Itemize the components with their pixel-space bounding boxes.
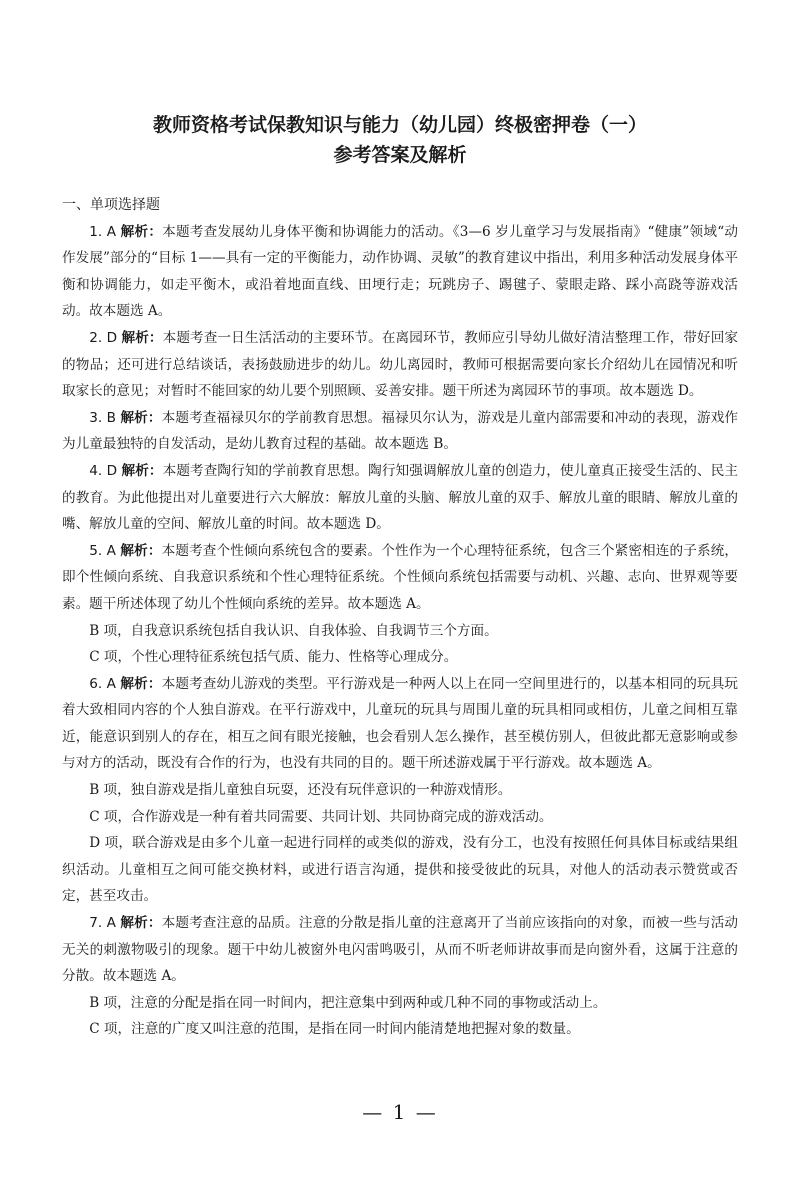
analysis-text: 本题考查注意的品质。注意的分散是指儿童的注意离开了当前应该指向的对象，而被一些与活动无关的刺激物吸引的现象。题干中幼儿被窗外电闪雷鸣吸引，从而不听老师讲故事而是向窗外看，这属于注意的分散。故本题选 A。 xyxy=(62,915,739,985)
question-number: 6. xyxy=(89,675,103,692)
answer-2 xyxy=(62,325,738,405)
answer-choice: A xyxy=(106,223,117,240)
question-number: 1. xyxy=(89,223,103,240)
option-note: D 项，联合游戏是由多个儿童一起进行同样的或类似的游戏，没有分工，也没有按照任何具体目标或结果组织活动。儿童相互之间可能交换材料，或进行语言沟通，提供和接受彼此的玩具，对他人的活动表示赞赏或否定，甚至攻击。 xyxy=(62,835,738,905)
option-note: C 项，注意的广度又叫注意的范围，是指在同一时间内能清楚地把握对象的数量。 xyxy=(89,1021,580,1038)
analysis-label: 解析： xyxy=(120,542,162,559)
answer-4 xyxy=(62,458,738,538)
analysis-text: 本题考查福禄贝尔的学前教育思想。福禄贝尔认为，游戏是儿童内部需要和冲动的表现，游戏作为儿童最独特的自发活动，是幼儿教育过程的基础。故本题选 B。 xyxy=(62,409,739,453)
title-block xyxy=(0,110,800,170)
question-number: 2. xyxy=(89,329,103,346)
analysis-text: 本题考查一日生活活动的主要环节。在离园环节，教师应引导幼儿做好清洁整理工作，带好回家的物品；还可进行总结谈话，表扬鼓励进步的幼儿。幼儿离园时，教师可根据需要向家长介绍幼儿在园情况和听取家长的意见；对暂时不能回家的幼儿要个别照顾、妥善安排。题干所述为离园环节的事项。故本题选 D。 xyxy=(62,329,739,400)
answer-5 xyxy=(62,538,738,618)
answer-choice: B xyxy=(106,409,116,426)
analysis-text: 本题考查幼儿游戏的类型。平行游戏是一种两人以上在同一空间里进行的，以基本相同的玩具玩着大致相同内容的个人独自游戏。在平行游戏中，儿童玩的玩具与周围儿童的玩具相同或相仿，儿童之间相互靠近，能意识到别人的存在，相互之间有眼光接触，也会看别人怎么操作，甚至模仿别人，但彼此都无意影响或参与对方的活动，既没有合作的行为，也没有共同的目的。题干所述游戏属于平行游戏。故本题选 A。 xyxy=(62,675,739,772)
analysis-text: 本题考查个性倾向系统包含的要素。个性作为一个心理特征系统，包含三个紧密相连的子系统，即个性倾向系统、自我意识系统和个性心理特征系统。个性倾向系统包括需要与动机、兴趣、志向、世界观等要素。题干所述体现了幼儿个性倾向系统的差异。故本题选 A。 xyxy=(62,542,739,612)
question-number: 3. xyxy=(89,409,103,426)
analysis-text: 本题考查陶行知的学前教育思想。陶行知强调解放儿童的创造力，使儿童真正接受生活的、民主的教育。为此他提出对儿童要进行六大解放：解放儿童的头脑、解放儿童的双手、解放儿童的眼睛、解放儿童的嘴、解放儿童的空间、解放儿童的时间。故本题选 D。 xyxy=(62,462,739,533)
option-note: C 项，个性心理特征系统包括气质、能力、性格等心理成分。 xyxy=(89,649,458,666)
section-heading: 一、单项选择题 xyxy=(62,197,160,213)
analysis-label: 解析： xyxy=(120,915,162,932)
answer-content xyxy=(62,192,738,1043)
page-number: — 1 — xyxy=(362,1100,438,1124)
analysis-label: 解析： xyxy=(120,675,162,692)
answer-choice: D xyxy=(106,462,118,479)
analysis-label: 解析： xyxy=(120,223,163,240)
answer-6 xyxy=(62,671,738,777)
analysis-label: 解析： xyxy=(120,409,162,426)
page-subtitle: 参考答案及解析 xyxy=(333,144,467,166)
analysis-text: 本题考查发展幼儿身体平衡和协调能力的活动。《3—6 岁儿童学习与发展指南》“健康”领域“动作发展”部分的“目标 1——具有一定的平衡能力，动作协调、灵敏”的教育建议中指出，利用多种活动发展身体平衡和协调能力，如走平衡木，或沿着地面直线、田埂行走；玩跳房子、踢毽子、蒙眼走路、踩小高跷等游戏活动。故本题选 A。 xyxy=(62,223,739,320)
answer-choice: A xyxy=(106,542,116,559)
answer-choice: A xyxy=(106,675,116,692)
answer-3 xyxy=(62,405,738,458)
option-note: B 项，注意的分配是指在同一时间内，把注意集中到两种或几种不同的事物或活动上。 xyxy=(89,994,607,1011)
question-number: 7. xyxy=(89,915,103,932)
answer-1 xyxy=(62,219,738,325)
analysis-label: 解析： xyxy=(121,462,163,479)
option-note: B 项，自我意识系统包括自我认识、自我体验、自我调节三个方面。 xyxy=(89,622,498,639)
question-number: 4. xyxy=(89,462,103,479)
analysis-label: 解析： xyxy=(121,329,163,346)
option-note: B 项，独自游戏是指儿童独自玩耍，还没有玩伴意识的一种游戏情形。 xyxy=(89,782,512,799)
answer-7 xyxy=(62,910,738,990)
answer-choice: A xyxy=(106,915,116,932)
question-number: 5. xyxy=(89,542,103,559)
answer-choice: D xyxy=(106,329,118,346)
page-title: 教师资格考试保教知识与能力（幼儿园）终极密押卷（一） xyxy=(152,114,647,136)
option-note: C 项，合作游戏是一种有着共同需要、共同计划、共同协商完成的游戏活动。 xyxy=(89,808,553,825)
